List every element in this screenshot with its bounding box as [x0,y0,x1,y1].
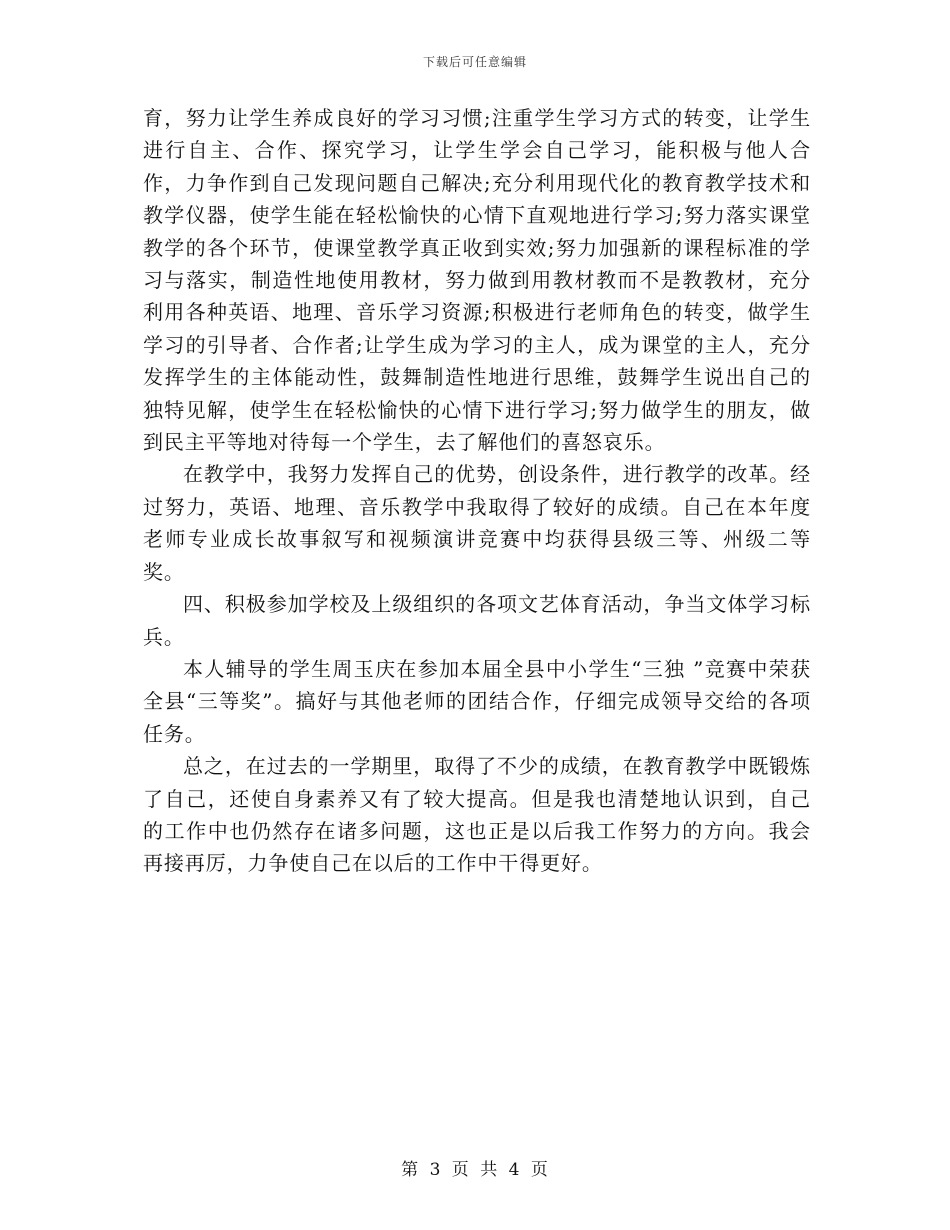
paragraph-summary: 总之，在过去的一学期里，取得了不少的成绩，在教育教学中既锻炼了自己，还使自身素养又有了较大提高。但是我也清楚地认识到，自己的工作中也仍然存在诸多问题，这也正是以后我工作努力的方向。我会再接再厉，力争使自己在以后的工作中干得更好。 [143,754,811,876]
document-body [143,102,811,880]
page-number-footer: 第 3 页 共 4 页 [401,1160,549,1180]
paragraph-student-award: 本人辅导的学生周玉庆在参加本届全县中小学生“三独 ”竞赛中荣获全县“三等奖”。搞好与其他老师的团结合作，仔细完成领导交给的各项任务。 [143,656,811,746]
page-header: 下载后可任意编辑 [422,55,527,69]
paragraph-teaching-reform: 在教学中，我努力发挥自己的优势，创设条件，进行教学的改革。经过努力，英语、地理、音乐教学中我取得了较好的成绩。自己在本年度老师专业成长故事叙写和视频演讲竞赛中均获得县级三等、州级二等奖。 [143,462,811,584]
paragraph-section-four-heading: 四、积极参加学校及上级组织的各项文艺体育活动，争当文体学习标兵。 [143,592,811,649]
paragraph-continued: 育，努力让学生养成良好的学习习惯;注重学生学习方式的转变，让学生进行自主、合作、探究学习，让学生学会自己学习，能积极与他人合作，力争作到自己发现问题自己解决;充分利用现代化的教育教学技术和教学仪器，使学生能在轻松愉快的心情下直观地进行学习;努力落实课堂教学的各个环节，使课堂教学真正收到实效;努力加强新的课程标准的学习与落实，制造性地使用教材，努力做到用教材教而不是教教材，充分利用各种英语、地理、音乐学习资源;积极进行老师角色的转变，做学生学习的引导者、合作者;让学生成为学习的主人，成为课堂的主人，充分发挥学生的主体能动性，鼓舞制造性地进行思维，鼓舞学生说出自己的独特见解，使学生在轻松愉快的心情下进行学习;努力做学生的朋友，做到民主平等地对待每一个学生，去了解他们的喜怒哀乐。 [143,106,811,455]
